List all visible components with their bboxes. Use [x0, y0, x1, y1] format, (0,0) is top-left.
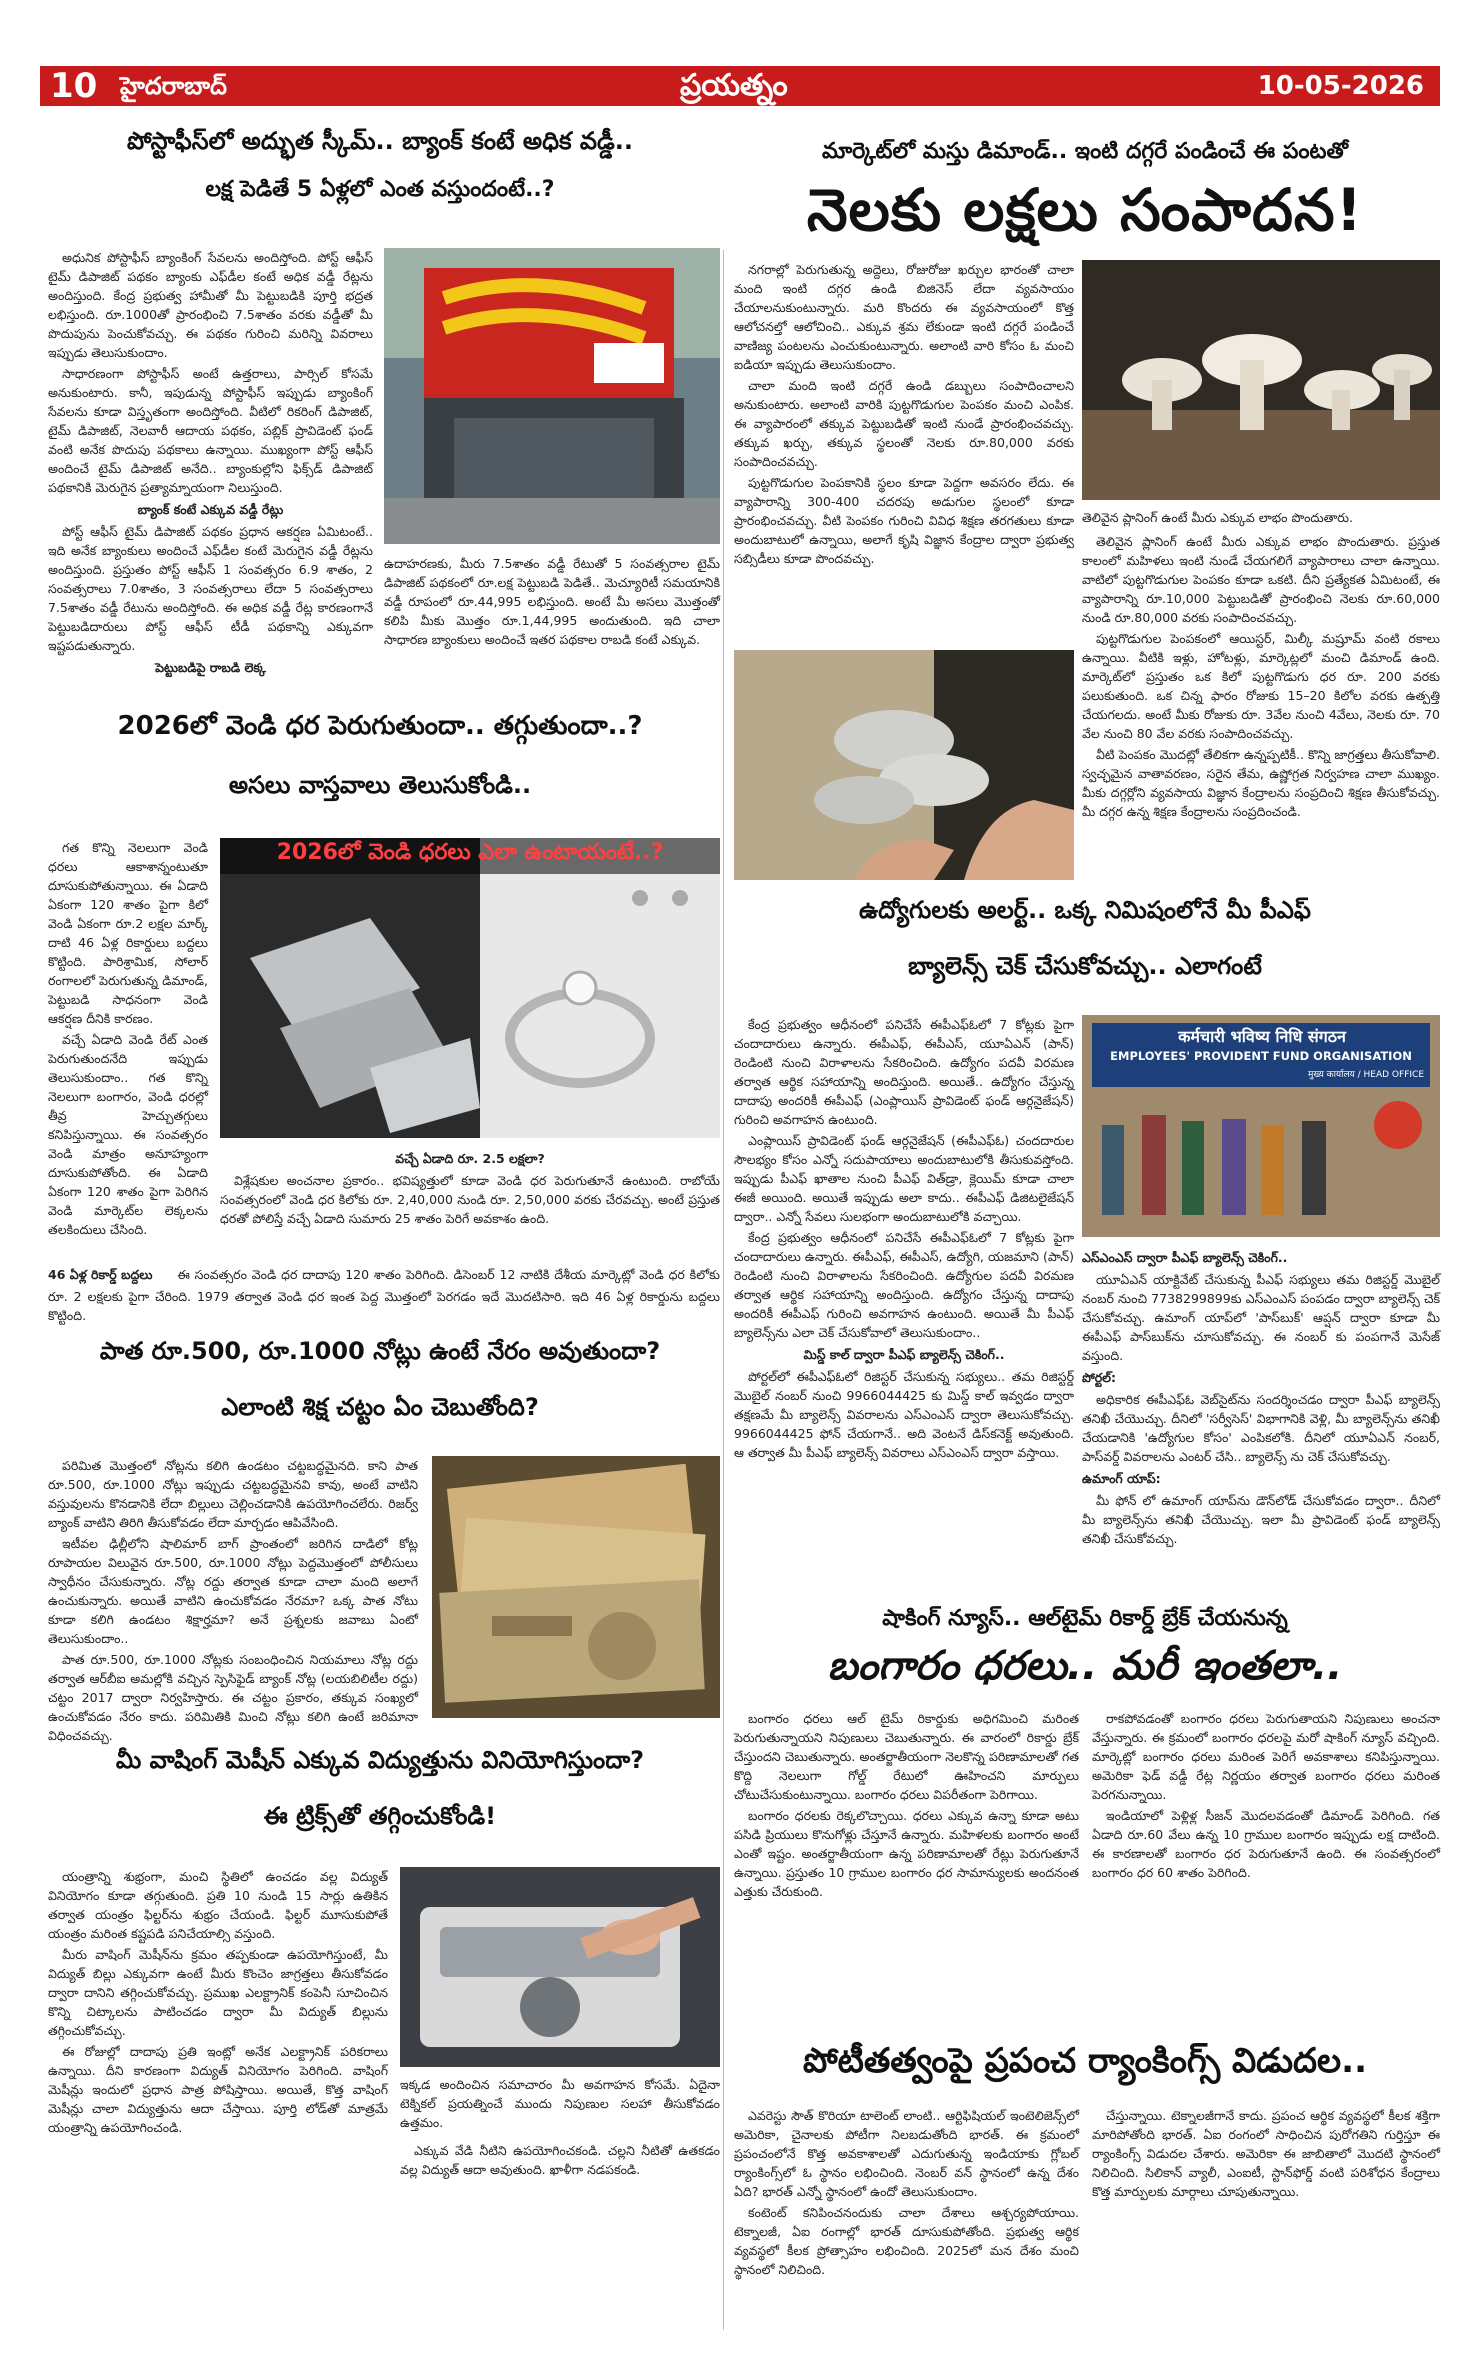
pf-body-right: ఎస్ఎంఎస్ ద్వారా పీఎఫ్ బ్యాలెన్స్ చెకింగ్.. యూఏఎన్ యాక్టివేట్ చేసుకున్న పీఎఫ్ సభ్యులు తమ రిజిస్టర్డ్ మొబైల్ నంబర్ నుంచి 7738299899కు ఎస్ఎంఎస్ పంపడం ద్వారా బ్యాలెన్స్ చెక్ చేసుకోవచ్చు. ఉమాంగ్ యాప్‌లో 'పాస్‌బుక్' ఆప్షన్ ద్వారా కూడా మీ ఈపీఎఫ్ పాస్‌బుక్‌ను చూసుకోవచ్చు. ఈ నంబర్ కు పంపగానే మెసేజ్ వస్తుంది. పోర్టల్: అధికారిక ఈపీఎఫ్‌ఓ వెబ్‌సైట్‌ను సందర్శించడం ద్వారా పీఎఫ్ బ్యాలెన్స్ తనిఖీ చేయొచ్చు. దీనిలో 'సర్వీసెస్' విభాగానికి వెళ్లి, మీ బ్యాలెన్స్‌ను తనిఖీ చేయడానికి 'ఉద్యోగుల కోసం' ఎంపికలోకి. దీనిలో యూఏఎన్ నంబర్, పాస్‌వర్డ్ వివరాలను ఎంటర్ చేసి.. బ్యాలెన్స్ ను చెక్ చేసుకోవచ్చు. ఉమాంగ్ యాప్: మీ ఫోన్ లో ఉమాంగ్ యాప్‌ను డౌన్‌లోడ్ చేసుకోవడం ద్వారా.. దీనిలో మీ బ్యాలెన్స్‌ను తనిఖీ చేయొచ్చు. ఇలా మీ ప్రావిడెంట్ ఫండ్ బ్యాలెన్స్ తనిఖీ చేసుకోవచ్చు. — [1082, 1250, 1440, 1546]
washer-title: మీ వాషింగ్ మెషీన్ ఎక్కువ విద్యుత్తును వినియోగిస్తుందా? — [115, 1746, 645, 1774]
market-caption: తెలివైన ప్లానింగ్ ఉంటే మీరు ఎక్కువ లాభం పొందుతారు. — [1082, 510, 1353, 525]
page-number: 10 — [50, 66, 98, 106]
post-office-photo — [384, 248, 720, 544]
post-body: అధునిక పోస్టాఫీస్ బ్యాంకింగ్ సేవలను అందిస్తోంది. పోస్ట్ ఆఫీస్ టైమ్ డిపాజిట్ పథకం బ్యాంకు ఎఫ్‌డీల కంటే అధిక వడ్డీ రేట్లను అందిస్తుంది. కేంద్ర ప్రభుత్వ హామీతో మీ పెట్టుబడికి పూర్తి భద్రత లభిస్తుంది. రూ.1000తో ప్రారంభించి 7.5శాతం వరకు వడ్డీతో మీ పొదుపును పెంచుకోవచ్చు. ఈ పథకం గురించి మరిన్ని వివరాలు ఇప్పుడు తెలుసుకుందాం. సాధారణంగా పోస్టాఫీస్ అంటే ఉత్తరాలు, పార్సిల్ కోసమే అనుకుంటారు. కానీ, ఇపుడున్న పోస్టాఫీస్ ఇప్పుడు బ్యాంకింగ్ సేవలను కూడా విస్తృతంగా అందిస్తోంది. వీటిలో రికరింగ్ డిపాజిట్, టైమ్ డిపాజిట్, నెలవారీ ఆదాయ పథకం, పబ్లిక్ ప్రావిడెంట్ ఫండ్ వంటి అనేక పొదుపు పథకాలు ఉన్నాయి. ముఖ్యంగా పోస్ట్ ఆఫీస్ అందించే టైమ్ డిపాజిట్ అనేది.. బ్యాంకుల్లోని ఫిక్స్‌డ్ డిపాజిట్ పథకానికి మెరుగైన ప్రత్యామ్నాయంగా నిలుస్తుంది. బ్యాంక్ కంటే ఎక్కువ వడ్డీ రేట్లు పోస్ట్ ఆఫీస్ టైమ్ డిపాజిట్ పథకం ప్రధాన ఆకర్షణ ఏమిటంటే.. ఇది అనేక బ్యాంకులు అందించే ఎఫ్‌డీల కంటే మెరుగైన వడ్డీ రేట్లను అందిస్తుంది. ప్రస్తుతం పోస్ట్ ఆఫీస్ 1 సంవత్సరం 6.9 శాతం, 2 సంవత్సరాలు 7.0శాతం, 3 సంవత్సరాలు లేదా 5 సంవత్సరాలు 7.5శాతం వడ్డీ రేటును అందిస్తోంది. ఈ అధిక వడ్డీ రేట్ల కారణంగానే పెట్టుబడిదారులు పోస్ట్ ఆఫీస్ టీడీ పథకాన్ని ఎక్కువగా ఇష్టపడుతున్నారు. పెట్టుబడిపై రాబడి లెక్క — [48, 250, 373, 675]
mushroom-photo-top — [1082, 260, 1440, 500]
market-kicker: మార్కెట్‌లో మస్తు డిమాండ్.. ఇంటి దగ్గరే పండించే ఈ పంటతో — [821, 139, 1349, 164]
pf-article — [730, 895, 1440, 1595]
masthead — [40, 66, 1440, 106]
ranking-title: పోటీతత్వంపై ప్రపంచ ర్యాంకింగ్స్ విడుదల.. — [803, 2041, 1367, 2081]
silver-photo — [220, 838, 720, 1138]
post-title: పోస్టాఫీస్‌లో అద్భుత స్కీమ్.. బ్యాంక్ కంటే అధిక వడ్డీ.. — [126, 127, 633, 155]
currency-notes-photo — [432, 1456, 720, 1718]
gold-kicker: షాకింగ్ న్యూస్.. ఆల్‌టైమ్ రికార్డ్ బ్రేక్ చేయనున్న — [882, 1606, 1288, 1631]
gold-body-left: బంగారం ధరలు ఆల్ టైమ్ రికార్డుకు అధిగమించి మరింత పెరుగుతున్నాయని నిపుణులు చెబుతున్నారు. ఈ వారంలో రికార్డు బ్రేక్ చేస్తుందని చెబుతున్నారు. అంతర్జాతీయంగా నెలకొన్న పరిణామాలతో గత కొద్ది నెలలుగా గోల్డ్ రేటులో ఊహించని మార్పులు చోటుచేసుకుంటున్నాయి. బంగారం ధరలు విపరీతంగా పెరిగాయి. బంగారం ధరలకు రెక్కలొచ్చాయి. ధరలు ఎక్కువ ఉన్నా కూడా అటు పసిడి ప్రియులు కొనుగోళ్లు చేస్తూనే ఉన్నారు. మహిళలకు బంగారం అంటే ఎంతో ఇష్టం. అంతర్జాతీయంగా ఉన్న పరిణామాలతో రేట్లు పెరుగుతూనే ఉన్నాయి. ప్రస్తుతం 10 గ్రాముల బంగారం ధర సామాన్యులకు అందనంత ఎత్తుకు చేరుకుంది. — [734, 1711, 1079, 1899]
silver-body-bottom: 46 ఏళ్ల రికార్డ్ బద్దలు ఈ సంవత్సరం వెండి ధర దాదాపు 120 శాతం పెరిగింది. డిసెంబర్ 12 నాటికి దేశీయ మార్కెట్లో వెండి ధర కిలోకు రూ. 2 లక్షలకు పైగా చేరింది. 1979 తర్వాత వెండి ధర ఇంత పెద్ద మొత్తంలో పెరగడం ఇదే మొదటిసారి. ఇది 46 ఏళ్ల రికార్డును బద్దలు కొట్టింది. — [48, 1267, 720, 1323]
city-label: హైదరాబాద్ — [120, 72, 227, 100]
epfo-office-photo — [1082, 1015, 1440, 1237]
market-title: నెలకు లక్షలు సంపాదన! — [806, 176, 1364, 244]
market-body-top: నగరాల్లో పెరుగుతున్న అద్దెలు, రోజురోజు ఖర్చుల భారంతో చాలా మంది ఇంటి దగ్గర ఉండి బిజినెస్ లేదా వ్యవసాయం చేయాలనుకుంటున్నారు. మరి కొందరు ఈ వ్యవసాయంలో కొత్త ఆలోచనల్తో ఆలోచించి.. ఎక్కువ శ్రమ లేకుండా ఇంటి దగ్గరే పండించే వాణిజ్య పంటలను ఎంచుకుంటున్నారు. అలాంటి వారి కోసం ఓ మంచి ఐడియా ఇప్పుడు తెలుసుకుందాం. చాలా మంది ఇంటి దగ్గరే ఉండి డబ్బులు సంపాదించాలని అనుకుంటారు. అలాంటి వారికి పుట్టగొడుగుల పెంపకం మంచి ఎంపిక. ఈ వ్యాపారంలో తక్కువ పెట్టుబడితో ఇంటి నుండే ప్రారంభించవచ్చు. తక్కువ ఖర్చు, తక్కువ స్థలంతో నెలకు రూ.80,000 వరకు సంపాదించవచ్చు. పుట్టగొడుగుల పెంపకానికి స్థలం కూడా పెద్దగా అవసరం లేదు. ఈ వ్యాపారాన్ని 300-400 చదరపు అడుగుల స్థలంలో కూడా ప్రారంభించవచ్చు. వీటి పెంపకం గురించి వివిధ శిక్షణ తరగతులు కూడా అందుబాటులో ఉన్నాయి, అలాగే కృషి విజ్ఞాన కేంద్రాల ద్వారా ప్రభుత్వ సబ్సిడీలు కూడా పొందవచ్చు. — [734, 262, 1074, 566]
ranking-article — [730, 2040, 1440, 2340]
washer-body-right: ఎక్కువ వేడి నీటిని ఉపయోగించకండి. చల్లని నీటితో ఉతకడం వల్ల విద్యుత్ ఆదా అవుతుంది. ఖాళీగా నడపకండి. — [400, 2143, 720, 2177]
pf-body-left: కేంద్ర ప్రభుత్వం ఆధీనంలో పనిచేసే ఈపీఎఫ్‌ఓలో 7 కోట్లకు పైగా చందాదారులు ఉన్నారు. ఈపీఎఫ్, ఈపీఎస్, యూఏఎన్ (పాన్) రెండింటి నుంచి విరాళాలను సేకరించింది. ఉద్యోగం పదవీ విరమణ తర్వాత ఆర్థిక సహాయాన్ని అందిస్తుంది. అయితే.. ఉద్యోగం చేస్తున్న దాదాపు అందరికీ ఈపీఎఫ్ (ఎంప్లాయిస్ ప్రావిడెంట్ ఫండ్ ఆర్గనైజేషన్) గురించి అవగాహన ఉంటుంది. ఎంప్లాయిస్ ప్రావిడెంట్ ఫండ్ ఆర్గనైజేషన్ (ఈపీఎఫ్‌ఓ) చందదారుల సౌలభ్యం కోసం ఎన్నో సదుపాయాలు అందుబాటులోకి తీసుకువస్తోంది. ఇప్పుడు పీఎఫ్ ఖాతాల నుంచి పీఎఫ్ విత్‌డ్రా, క్లెయిమ్ కూడా చాలా ఈజీ అయింది. అయితే ఇప్పుడు అలా కాదు.. ఈపీఎఫ్ డిజిటలైజేషన్ ద్వారా.. ఎన్నో సేవలు సులభంగా అందుబాటులోకి వచ్చాయి. కేంద్ర ప్రభుత్వం ఆధీనంలో పనిచేసే ఈపీఎఫ్‌ఓలో 7 కోట్లకు పైగా చందాదారులు ఉన్నారు. ఈపీఎఫ్, ఈపీఎస్, ఉద్యోగి, యజమాని (పాన్) రెండింటి నుంచి విరాళాలను సేకరించింది. ఉద్యోగుల పదవీ విరమణ తర్వాత ఆర్థిక సహాయాన్ని అందిస్తుంది. ఉద్యోగం చేస్తున్న దాదాపు అందరికీ ఈపీఎఫ్ గురించి అవగాహన ఉంటుంది. అయితే మీ పీఎఫ్ బ్యాలెన్స్‌ను ఎలా చెక్ చేసుకోవాలో తెలుసుకుందాం.. మిస్డ్ కాల్ ద్వారా పీఎఫ్ బ్యాలెన్స్ చెకింగ్.. పోర్టల్‌లో ఈపీఎఫ్‌ఓలో రిజిస్టర్ చేసుకున్న సభ్యులు.. తమ రిజిస్టర్డ్ మొబైల్ నంబర్ నుంచి 9966044425 కు మిస్డ్ కాల్ ఇవ్వడం ద్వారా తక్షణమే మీ బ్యాలెన్స్ వివరాలను ఎస్ఎంఎస్ ద్వారా తెలుసుకోవచ్చు. 9966044425 ఫోన్ చేయగానే.. అది వెంటనే డిస్‌కనెక్ట్ అవుతుంది. ఆ తర్వాత మీ పీఎఫ్ బ్యాలెన్స్ వివరాలు ఎస్ఎంఎస్ ద్వారా వస్తాయి. — [734, 1017, 1074, 1460]
silver-subtitle: అసలు వాస్తవాలు తెలుసుకోండి.. — [228, 771, 532, 799]
market-article — [730, 130, 1440, 890]
notes-article — [40, 1336, 720, 1743]
silver-photo-banner: 2026లో వెండి ధరలు ఎలా ఉంటాయంటే..? — [276, 840, 664, 865]
silver-body-left: గత కొన్ని నెలలుగా వెండి ధరలు ఆకాశాన్నంటుతూ దూసుకుపోతున్నాయి. ఈ ఏడాది ఏకంగా 120 శాతం పైగా కిలో వెండి ఏకంగా రూ.2 లక్షల మార్క్ దాటి 46 ఏళ్ల రికార్డులు బద్దలు కొట్టింది. పారిశ్రామిక, సోలార్ రంగాలలో పెరుగుతున్న డిమాండ్, పెట్టుబడి సాధనంగా వెండి ఆకర్షణ దీనికి కారణం. వచ్చే ఏడాది వెండి రేట్ ఎంత పెరుగుతుందనేది ఇప్పుడు తెలుసుకుందాం.. గత కొన్ని నెలలుగా బంగారం, వెండి ధరల్లో తీవ్ర హెచ్చుతగ్గులు కనిపిస్తున్నాయి. ఈ సంవత్సరం వెండి మాత్రం అనూహ్యంగా దూసుకుపోతోంది. ఈ ఏడాది ఏకంగా 120 శాతం పైగా పెరిగిన వెండి మార్కెట్‌ల లెక్కలను తలకిందులు చేసింది. — [48, 840, 208, 1237]
notes-body: పరిమిత మొత్తంలో నోట్లను కలిగి ఉండటం చట్టబద్ధమైనది. కాని పాత రూ.500, రూ.1000 నోట్లు ఇప్పుడు చట్టబద్ధమైనవి కావు, అంటే వాటిని వస్తువులను కొనడానికి లేదా బిల్లులు చెల్లించడానికి ఉపయోగించలేరు. రిజర్వ్ బ్యాంక్ వాటిని తిరిగి తీసుకోవడం లేదా మార్చడం ఆపివేసింది. ఇటీవల ఢిల్లీలోని షాలిమార్ బాగ్ ప్రాంతంలో జరిగిన దాడిలో కోట్ల రూపాయల విలువైన రూ.500, రూ.1000 నోట్లు పెద్దమొత్తంలో పోలీసులు స్వాధీనం చేసుకున్నారు. నోట్ల రద్దు తర్వాత కూడా చాలా మంది అలాగే ఉంచుకున్నారు. అయితే వాటిని ఉంచుకోవడం నేరమా? ఒక్క పాత నోటు కూడా కలిగి ఉండటం శిక్షార్హమా? అనే ప్రశ్నలకు జవాబు ఏంటో తెలుసుకుందాం.. పాత రూ.500, రూ.1000 నోట్లకు సంబంధించిన నియమాలు నోట్ల రద్దు తర్వాత ఆర్‌బీఐ అమల్లోకి వచ్చిన స్పెసిఫైడ్ బ్యాంక్ నోట్ల (లయబిలిటీల రద్దు) చట్టం 2017 ద్వారా నిర్వహిస్తారు. ఈ చట్టం ప్రకారం, తక్కువ సంఖ్యలో ఉంచుకోవడం నేరం కాదు. పరిమితికి మించి నోట్లు కలిగి ఉంటే జరిమానా విధించవచ్చు. — [48, 1458, 418, 1743]
notes-title: పాత రూ.500, రూ.1000 నోట్లు ఉంటే నేరం అవుతుందా? — [99, 1337, 661, 1365]
silver-article — [40, 710, 720, 1330]
post-subtitle: లక్ష పెడితే 5 ఏళ్లలో ఎంత వస్తుందంటే..? — [205, 177, 555, 202]
silver-title: 2026లో వెండి ధర పెరుగుతుందా.. తగ్గుతుందా..? — [117, 711, 643, 741]
pf-title-line1: ఉద్యోగులకు అలర్ట్.. ఒక్క నిమిషంలోనే మీ పీఎఫ్ — [859, 896, 1311, 924]
pf-title-line2: బ్యాలెన్స్ చెక్ చేసుకోవచ్చు.. ఎలాగంటే — [908, 952, 1262, 980]
issue-date: 10-05-2026 — [1257, 71, 1424, 101]
washing-machine-photo — [400, 1867, 720, 2067]
paper-name: ప్రయత్నం — [680, 68, 788, 103]
washer-caption: ఇక్కడ అందించిన సమాచారం మీ అవగాహన కోసమే. ఏదైనా టెక్నికల్ ప్రయత్నించే ముందు నిపుణుల సలహా తీసుకోవడం ఉత్తమం. — [400, 2077, 720, 2130]
silver-body-right: వచ్చే ఏడాది రూ. 2.5 లక్షలా? విశ్లేషకుల అంచనాల ప్రకారం.. భవిష్యత్తులో కూడా వెండి ధర పెరుగుతూనే ఉంటుంది. రాబోయే సంవత్సరంలో వెండి ధర కిలోకు రూ. 2,40,000 నుండి రూ. 2,50,000 వరకు చేరవచ్చు. అంటే ప్రస్తుత ధరతో పోలిస్తే వచ్చే ఏడాది సుమారు 25 శాతం పెరిగే అవకాశం ఉంది. — [220, 1151, 720, 1226]
ranking-body-right: చేస్తున్నాయి. టెక్నాలజీగానే కాదు. ప్రపంచ ఆర్థిక వ్యవస్థలో కీలక శక్తిగా మారిపోతోంది భారత్. ఏఐ రంగంలో సాధించిన పురోగతిని గుర్తిస్తూ ఈ ర్యాంకింగ్స్ విడుదల చేశారు. అమెరికా ఈ జాబితాలో మొదటి స్థానంలో నిలిచింది. సిలికాన్ వ్యాలీ, ఎంఐటీ, స్టాన్‌ఫోర్డ్ వంటి పరిశోధన కేంద్రాలు కొత్త మార్పులకు మార్గాలు చూపుతున్నాయి. — [1092, 2108, 1440, 2199]
washer-body-left: యంత్రాన్ని శుభ్రంగా, మంచి స్థితిలో ఉంచడం వల్ల విద్యుత్ వినియోగం కూడా తగ్గుతుంది. ప్రతి 10 నుండి 15 సార్లు ఉతికిన తర్వాత యంత్రం ఫిల్టర్‌ను శుభ్రం చేయండి. ఫిల్టర్ మూసుకుపోతే యంత్రం మరింత కష్టపడి పనిచేయాల్సి వస్తుంది. మీరు వాషింగ్ మెషీన్‌ను క్రమం తప్పకుండా ఉపయోగిస్తుంటే, మీ విద్యుత్ బిల్లు ఎక్కువగా ఉంటే మీరు కొంచెం జాగ్రత్తలు తీసుకోవడం ద్వారా దానిని తగ్గించుకోవచ్చు. ప్రముఖ ఎలక్ట్రానిక్ కంపెనీ సూచించిన కొన్ని చిట్కాలను పాటించడం ద్వారా మీ విద్యుత్ బిల్లును తగ్గించుకోవచ్చు. ఈ రోజుల్లో దాదాపు ప్రతి ఇంట్లో అనేక ఎలక్ట్రానిక్ పరికరాలు ఉన్నాయి. దీని కారణంగా విద్యుత్ వినియోగం పెరిగింది. వాషింగ్ మెషీన్లు ఇందులో ప్రధాన పాత్ర పోషిస్తాయి. అయితే, కొత్త వాషింగ్ మెషీన్లు చాలా విద్యుత్తును ఆదా చేస్తాయి. పూర్తి లోడ్‌తో మాత్రమే యంత్రాన్ని ఉపయోగించండి. — [48, 1869, 388, 2135]
ranking-body-left: ఎవరెస్టు సౌత్ కొరియా టాలెంట్ లాంటి.. ఆర్టిఫిషియల్ ఇంటెలిజెన్స్‌లో అమెరికా, చైనాలకు పోటీగా నిలబడుతోంది భారత్. ఈ క్రమంలో ప్రపంచంలోనే కొత్త అవకాశాలతో ఎదుగుతున్న ఇండియాకు గ్లోబల్ ర్యాంకింగ్స్‌లో ఓ స్థానం లభించింది. నెంబర్ వన్ స్థానంలో ఉన్న దేశం ఏది? భారత్ ఎన్నో స్థానంలో ఉందో తెలుసుకుందాం. కంటెంట్ కనిపించనందుకు చాలా దేశాలు ఆశ్చర్యపోయాయి. టెక్నాలజీ, ఏఐ రంగాల్లో భారత్ దూసుకుపోతోంది. ప్రభుత్వ ఆర్థిక వ్యవస్థలో కీలక ప్రోత్సాహం లభించింది. 2025లో మన దేశం మంచి స్థానంలో నిలిచింది. — [734, 2108, 1079, 2277]
gold-title: బంగారం ధరలు.. మరీ ఇంతలా.. — [827, 1643, 1343, 1689]
gold-article — [730, 1605, 1440, 2035]
column-divider — [723, 250, 724, 2330]
notes-subtitle: ఎలాంటి శిక్ష చట్టం ఏం చెబుతోంది? — [221, 1393, 539, 1421]
post-article — [40, 116, 720, 706]
epfo-sign-small: मुख्य कार्यालय / HEAD OFFICE — [1307, 1070, 1424, 1080]
epfo-sign-hindi: कर्मचारी भविष्य निधि संगठन — [1178, 1027, 1346, 1046]
mushroom-photo-hands — [734, 650, 1074, 880]
washer-subtitle: ఈ ట్రిక్స్‌తో తగ్గించుకోండి! — [263, 1802, 497, 1830]
washer-article — [40, 1745, 720, 2335]
market-body-right: తెలివైన ప్లానింగ్ ఉంటే మీరు ఎక్కువ లాభం పొందుతారు. ప్రస్తుత కాలంలో మహిళలు ఇంటి నుండే చేయగలిగే వ్యాపారాలు చాలా ఉన్నాయి. వాటిలో పుట్టగొడుగుల పెంపకం కూడా ఒకటి. దీని ప్రత్యేకత ఏమిటంటే, ఈ వ్యాపారాన్ని రూ.10,000 పెట్టుబడితో ప్రారంభించి నెలకు రూ.60,000 నుండి రూ.80,000 వరకు సంపాదించవచ్చు. పుట్టగొడుగుల పెంపకంలో ఆయిస్టర్, మిల్కీ మష్రూమ్ వంటి రకాలు ఉన్నాయి. వీటికి ఇళ్లు, హోటళ్లు, మార్కెట్లలో మంచి డిమాండ్ ఉంది. మార్కెట్‌లో ప్రస్తుతం ఒక కిలో పుట్టగొడుగు ధర రూ. 200 వరకు పలుకుతుంది. ఒక చిన్న ఫారం రోజుకు 15–20 కిలోల వరకు ఉత్పత్తి చేయగలదు. అంటే మీకు రోజుకు రూ. 3వేల నుంచి 4వేలు, నెలకు రూ. 70 వేల నుంచి 80 వేల వరకు సంపాదించవచ్చు. వీటి పెంపకం మొదట్లో తేలికగా ఉన్నప్పటికీ.. కొన్ని జాగ్రత్తలు తీసుకోవాలి. స్వచ్ఛమైన వాతావరణం, సరైన తేమ, ఉష్ణోగ్రత నిర్వహణ చాలా ముఖ్యం. మీకు దగ్గర్లోని వ్యవసాయ విజ్ఞాన కేంద్రాలను సంప్రదించి శిక్షణ తీసుకోవచ్చు. మీ దగ్గర ఉన్న శిక్షణ కేంద్రాలను సంప్రదించండి. — [1082, 534, 1440, 819]
post-caption: ఉదాహరణకు, మీరు 7.5శాతం వడ్డీ రేటుతో 5 సంవత్సరాల టైమ్ డిపాజిట్ పథకంలో రూ.లక్ష పెట్టుబడి పెడితే.. మెచ్యూరిటీ సమయానికి వడ్డీ రూపంలో రూ.44,995 లభిస్తుంది. అంటే మీ అసలు మొత్తంతో కలిపి మీకు మొత్తం రూ.1,44,995 అందుతుంది. ఇది చాలా సాధారణ బ్యాంకులు అందించే ఇతర పథకాల రాబడి కంటే ఎక్కువ. — [384, 556, 720, 647]
gold-body-right: రాకపోవడంతో బంగారం ధరలు పెరుగుతాయని నిపుణులు అంచనా వేస్తున్నారు. ఈ క్రమంలో బంగారం ధరలపై మరో షాకింగ్ న్యూస్ వచ్చింది. మార్కెట్లో బంగారం ధరలు మరింత పెరిగే అవకాశాలు కనిపిస్తున్నాయి. అమెరికా ఫెడ్ వడ్డీ రేట్ల నిర్ణయం తర్వాత బంగారం ధరలు మరింత పెరగనున్నాయి. ఇండియాలో పెళ్లిళ్ల సీజన్ మొదలవడంతో డిమాండ్ పెరిగింది. గత ఏడాది రూ.60 వేలు ఉన్న 10 గ్రాముల బంగారం ఇప్పుడు లక్ష దాటింది. ఈ కారణాలతో బంగారం ధర పెరుగుతూనే ఉంది. ఈ సంవత్సరంలో బంగారం ధర 60 శాతం పెరిగింది. — [1092, 1711, 1440, 1880]
epfo-sign-english: EMPLOYEES' PROVIDENT FUND ORGANISATION — [1110, 1049, 1412, 1063]
